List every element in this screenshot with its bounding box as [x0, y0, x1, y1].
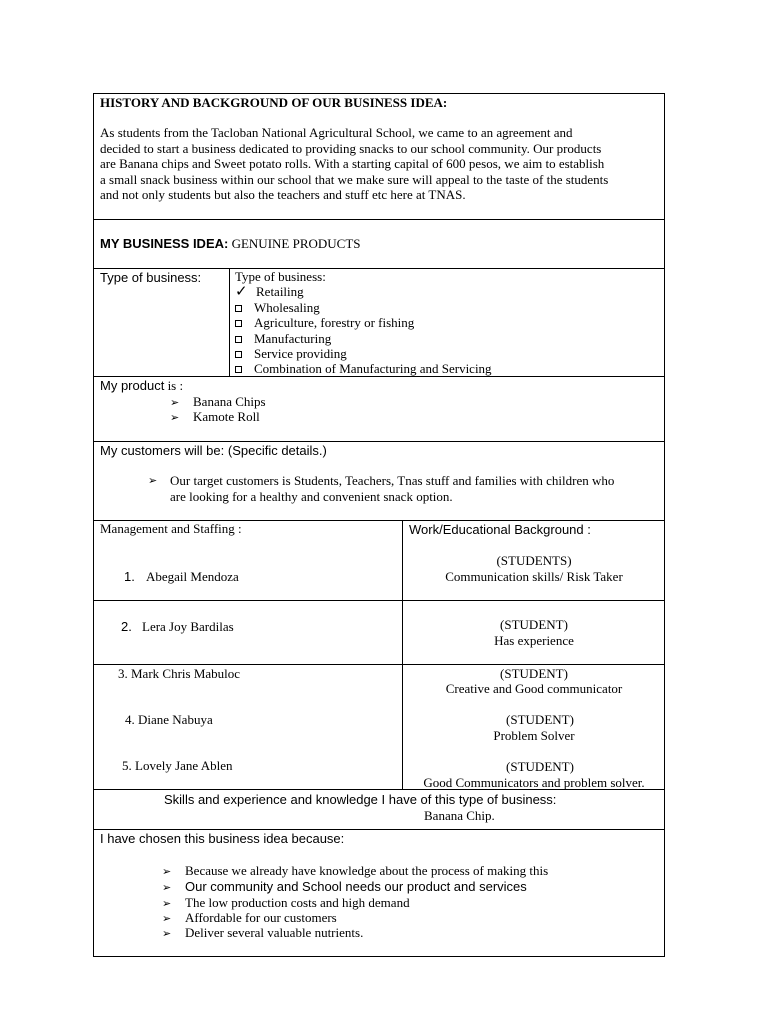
reason-item: ➢ The low production costs and high demand — [162, 895, 410, 913]
skills-section — [94, 790, 664, 830]
product-section — [94, 377, 664, 442]
arrow-bullet-icon: ➢ — [162, 882, 172, 894]
business-option-label: Service providing — [254, 346, 347, 361]
history-line: and not only students but also the teachers and stuff etc here at TNAS. — [100, 187, 466, 203]
type-of-business-inner-label: Type of business: — [235, 269, 326, 284]
customers-line: Our target customers is Students, Teachers, Tnas stuff and families with children who — [170, 473, 615, 488]
management-header: Management and Staffing : — [100, 521, 242, 536]
reasons-section — [94, 830, 664, 956]
arrow-bullet-icon: ➢ — [148, 475, 158, 487]
skills-label: Skills and experience and knowledge I have of this type of business: — [164, 792, 557, 807]
reason-item: ➢ Affordable for our customers — [162, 910, 337, 928]
staff-member-background: Good Communicators and problem solver. — [423, 775, 645, 790]
customers-section — [94, 442, 664, 521]
history-section — [94, 94, 664, 220]
staff-member-name: 3. Mark Chris Mabuloc — [118, 666, 241, 681]
staff-member-background: Communication skills/ Risk Taker — [445, 569, 623, 584]
history-line: decided to start a business dedicated to providing snacks to our school community. Our products — [100, 140, 602, 156]
history-heading: HISTORY AND BACKGROUND OF OUR BUSINESS IDEA: — [100, 95, 448, 110]
history-line: a small snack business within our school that we make sure will appeal to the taste of the students — [100, 171, 609, 187]
customers-label: My customers will be: (Specific details.) — [100, 443, 327, 458]
arrow-bullet-icon: ➢ — [162, 866, 172, 878]
checkbox-icon — [235, 315, 254, 331]
history-line: As students from the Tacloban National Agricultural School, we came to an agreement and — [100, 125, 573, 140]
arrow-bullet-icon: ➢ — [162, 928, 172, 940]
business-idea-value: GENUINE PRODUCTS — [231, 236, 361, 251]
reason-item: ➢ Our community and School needs our product and services — [162, 879, 527, 897]
checkbox-icon — [235, 300, 254, 316]
business-option-label: Manufacturing — [254, 331, 332, 346]
customers-line: are looking for a healthy and convenient snack option. — [170, 489, 453, 504]
type-of-business-label: Type of business: — [100, 270, 202, 285]
staff-member-name: 4. Diane Nabuya — [125, 712, 213, 727]
history-paragraph — [100, 125, 660, 203]
reasons-label: I have chosen this business idea because: — [100, 831, 345, 846]
reason-item: ➢ Deliver several valuable nutrients. — [162, 925, 363, 943]
business-option-manufacturing — [235, 331, 331, 347]
type-of-business-section — [94, 269, 664, 377]
business-option-service — [235, 346, 347, 362]
staff-member-role: (STUDENT) — [506, 712, 574, 727]
history-line: are Banana chips and Sweet potato rolls. With a starting capital of 600 pesos, we aim to establish — [100, 156, 605, 172]
staff-member-role: (STUDENTS) — [496, 553, 572, 568]
staff-member-role: (STUDENT) — [500, 666, 568, 681]
arrow-bullet-icon: ➢ — [170, 397, 180, 409]
product-item: ➢ Kamote Roll — [170, 409, 260, 427]
arrow-bullet-icon: ➢ — [170, 412, 180, 424]
product-label: My product is : — [100, 378, 184, 393]
staff-member-role: (STUDENT) — [500, 617, 568, 632]
business-option-combination — [235, 361, 492, 377]
business-idea-section — [94, 220, 664, 269]
skills-value: Banana Chip. — [424, 808, 495, 823]
staff-member-name: 5. Lovely Jane Ablen — [122, 758, 233, 773]
staff-row — [94, 665, 664, 790]
staff-member-background: Creative and Good communicator — [445, 681, 623, 696]
column-divider — [229, 269, 230, 376]
business-idea-label: MY BUSINESS IDEA: — [100, 236, 229, 251]
business-option-wholesaling — [235, 300, 320, 316]
checkbox-icon — [235, 361, 254, 377]
staff-member-name: 2. Lera Joy Bardilas — [121, 619, 234, 634]
staff-row — [94, 601, 664, 665]
business-option-label: Agriculture, forestry or fishing — [254, 315, 415, 330]
staff-member-background: Problem Solver — [493, 728, 575, 743]
business-option-label: Wholesaling — [254, 300, 320, 315]
business-idea-line — [100, 236, 361, 252]
checkbox-icon — [235, 331, 254, 347]
business-option-label: Combination of Manufacturing and Servicing — [254, 361, 492, 376]
staff-member-name: 1. Abegail Mendoza — [124, 569, 239, 584]
work-background-header: Work/Educational Background : — [409, 522, 591, 537]
arrow-bullet-icon: ➢ — [162, 913, 172, 925]
business-option-label: Retailing — [256, 284, 304, 299]
check-icon: ✓ — [235, 284, 248, 300]
staff-row — [94, 521, 664, 601]
checkbox-icon — [235, 346, 254, 362]
arrow-bullet-icon: ➢ — [162, 898, 172, 910]
business-option-retailing — [235, 284, 304, 301]
business-option-agriculture — [235, 315, 414, 331]
business-plan-form — [93, 93, 665, 957]
product-item: ➢ Banana Chips — [170, 394, 266, 412]
staff-member-role: (STUDENT) — [506, 759, 574, 774]
reason-item: ➢ Because we already have knowledge about the process of making this — [162, 863, 548, 881]
staff-member-background: Has experience — [494, 633, 574, 648]
